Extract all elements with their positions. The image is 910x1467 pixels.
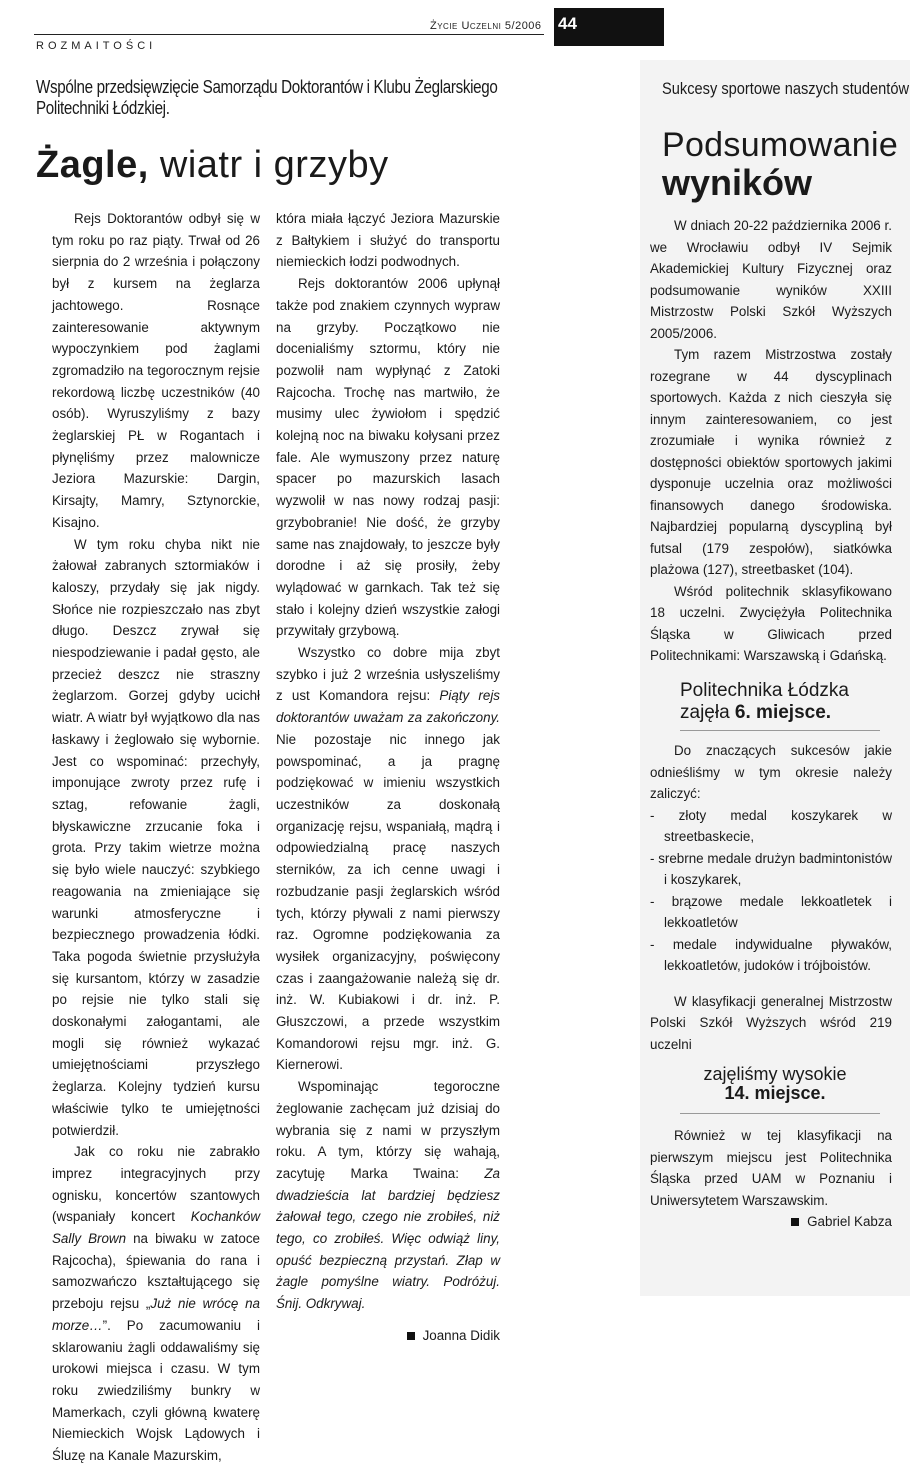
article-column-2	[276, 208, 500, 1347]
paragraph: Jak co roku nie zabrakło imprez integracyjnych przy ognisku, koncertów szantowych (wspaniały koncert Kochanków Sally Brown na biwaku w zatoce Rajcocha), śpiewania do rana i samozwańczo kształtującego się przeboju rejsu „Już nie wrócę na morze…”. Po zacumowaniu i sklarowaniu żagli oddawaliśmy się urokowi miejsca i czasu. W tym roku zwiedziliśmy bunkry w Mamerkach, czyli główną kwaterę Niemieckich Wojsk Lądowych i Śluzę na Kanale Mazurskim,	[52, 1144, 261, 1464]
paragraph: Wśród politechnik sklasyfikowano 18 uczelni. Zwyciężyła Politechnika Śląska w Gliwicach przed Politechnikami: Warszawską i Gdańską.	[650, 583, 892, 663]
page-number: 44	[558, 14, 577, 33]
sidebar-heading-general: zajęliśmy wysokie 14. miejsce.	[703, 1064, 847, 1103]
article-title	[36, 143, 389, 187]
sidebar-body-3	[650, 1125, 892, 1211]
sidebar-divider	[680, 730, 880, 731]
italic-band: Kochanków Sally Brown	[52, 1209, 260, 1247]
title-bold: Żagle,	[36, 144, 149, 186]
list-item: - medale indywidualne pływaków, lekkoatletów, judoków i trójboistów.	[650, 936, 892, 973]
paragraph: Rejs doktorantów 2006 upłynął także pod znakiem czynnych wypraw na grzyby. Początkowo nie docenialiśmy sztormu, który nie pozwolił nam wypłynąć z Zatoki Rajcocha. Trochę nas martwiło, że musimy ulec żywiołom i spędzić kolejną noc na biwaku kołysani przez fale. Ale wymuszony przez naturę spacer po mazurskich lasach wyzwolił w nas nowy rodzaj pasji: grzybobranie! Nie dość, że grzyby same nas znajdowały, to jeszcze były dorodne i aż się prosiły, żeby wylądować w garnkach. Tak też się stało i kolejny dzień wszystkie załogi przywitały grzybową.	[276, 276, 500, 639]
bullet-icon	[791, 1218, 799, 1226]
paragraph: Tym razem Mistrzostwa zostały rozegrane w 44 dyscyplinach sportowych. Każda z nich cieszyła się innym zainteresowaniem, co jest zrozumiałe i wynika również z dostępności obiektów sportowych jakimi dysponuje uczelnia oraz możliwości finansowych danego środowiska. Najbardziej popularną dyscypliną był futsal (179 zespołów), siatkówka plażowa (127), streetbasket (104).	[650, 347, 892, 577]
sidebar-kicker: Sukcesy sportowe naszych studentów	[662, 79, 910, 98]
list-item: - brązowe medale lekkoatletek i lekkoatletów	[650, 893, 892, 930]
paragraph: która miała łączyć Jeziora Mazurskie z Bałtykiem i służyć do transportu niemieckich łodzi podwodnych.	[276, 211, 500, 270]
sidebar-divider	[680, 1113, 880, 1114]
sidebar-title-line1: Podsumowanie	[662, 126, 899, 164]
medal-list	[650, 805, 892, 977]
sidebar-body-1	[650, 215, 892, 667]
article-signature: Joanna Didik	[276, 1325, 500, 1347]
paragraph: Również w tej klasyfikacji na pierwszym miejscu jest Politechnika Śląska przed UAM w Poznaniu i Uniwersytetem Warszawskim.	[650, 1128, 892, 1208]
sidebar-title-line2: wyników	[662, 162, 813, 203]
section-label: ROZMAITOŚCI	[36, 40, 157, 52]
list-item: - złoty medal koszykarek w streetbaskecie,	[650, 807, 892, 844]
paragraph: Wszystko co dobre mija zbyt szybko i już 2 września usłyszeliśmy z ust Komandora rejsu: Piąty rejs doktorantów uważam za zakończony. Nie pozostaje nic innego jak powspominać, a ja pragnę podziękować w imieniu wszystkich uczestników za doskonałą organizację rejsu, wspaniałą, mądrą i odpowiedzialną pracę naszych sterników, za ich cenne uwagi i rozbudzanie pasji żeglarskich wśród tych, którzy pływali z nami pierwszy raz. Ogromne podziękowania za wysiłek organizacyjny, poświęcony czas i zaangażowanie należą się dr. inż. W. Kubiakowi i dr. inż. P. Głuszczowi, a przede wszystkim Komandorowi rejsu mgr. inż. G. Kiernerowi.	[276, 645, 500, 1073]
paragraph: Do znaczących sukcesów jakie odnieśliśmy w tym okresie należy zaliczyć:	[650, 743, 892, 801]
italic-quote: Piąty rejs doktorantów uważam za zakończony.	[276, 688, 500, 726]
sidebar-heading-rank: Politechnika Łódzka zajęła 6. miejsce.	[680, 680, 849, 723]
paragraph: Rejs Doktorantów odbył się w tym roku po raz piąty. Trwał od 26 sierpnia do 2 września i połączony był z kursem na żeglarza jachtowego. Rosnące zainteresowanie aktywnym wypoczynkiem pod żaglami zgromadziło na tegorocznym rejsie rekordową liczbę uczestników (40 osób). Wyruszyliśmy z bazy żeglarskiej PŁ w Rogantach i płynęliśmy przez malownicze Jeziora Mazurskie: Dargin, Kirsajty, Mamry, Sztynorckie, Kisajno.	[52, 211, 260, 530]
header-rule	[34, 34, 544, 35]
sidebar-body-2	[650, 740, 892, 1055]
title-rest: wiatr i grzyby	[148, 144, 389, 186]
bullet-icon	[407, 1332, 415, 1340]
paragraph: W klasyfikacji generalnej Mistrzostw Polski Szkół Wyższych wśród 219 uczelni	[650, 993, 892, 1052]
paragraph: Wspominając tegoroczne żeglowanie zachęcam już dzisiaj do wybrania się z nami w przyszłym roku. A tym, którzy się wahają, zacytuję Marka Twaina: Za dwadzieścia lat bardziej będziesz żałował tego, czego nie zrobiłeś, niż tego, co zrobiłeś. Więc odwiąż liny, opuść bezpieczną przystań. Złap w żagle pomyślne wiatry. Podróżuj. Śnij. Odkrywaj.	[276, 1079, 500, 1312]
sidebar-signature: Gabriel Kabza	[650, 1214, 892, 1229]
italic-song: Już nie wrócę na morze…	[52, 1296, 261, 1333]
article-kicker: Wspólne przedsięwzięcie Samorządu Doktorantów i Klubu Żeglarskiego Politechniki Łódzkiej.	[36, 76, 498, 118]
italic-twain: Za dwadzieścia lat bardziej będziesz żałował tego, czego nie zrobiłeś, niż tego, co zrobiłeś. Więc odwiąż liny, opuść bezpieczną przystań. Złap w żagle pomyślne wiatry. Podróżuj. Śnij. Odkrywaj.	[276, 1165, 500, 1312]
list-item: - srebrne medale drużyn badmintonistów i koszykarek,	[650, 850, 892, 887]
article-column-1	[52, 208, 260, 1467]
page-number-box	[554, 8, 664, 46]
paragraph: W dniach 20-22 października 2006 r. we Wrocławiu odbył IV Sejmik Akademickiej Kultury Fizycznej oraz podsumowanie wyników XXIII Mistrzostw Polski Szkół Wyższych 2005/2006.	[650, 218, 892, 341]
issue-label: Życie Uczelni 5/2006	[430, 20, 542, 32]
paragraph: W tym roku chyba nikt nie żałował zabranych sztormiaków i kaloszy, przydały się jak nigdy. Słońce nie rozpieszczało nas zbyt długo. Deszcz zrywał się niespodziewanie i padał gęsto, ale przecież deszcz nie straszny żeglarzom. Gorzej gdyby ucichł wiatr. A wiatr był wyjątkowo dla nas łaskawy i żeglowało się wybornie. Jest co wspominać: przechyły, imponujące zwroty przez rufę i sztag, refowanie żagli, błyskawiczne zrzucanie foka i grota. Przy takim wietrze można się było wiele nauczyć: szybkiego reagowania na zmieniające się warunki atmosferyczne i bezpiecznego prowadzenia łódki. Taka pogoda świetnie przysłużyła się kursantom, którzy w zasadzie po rejsie nie tylko stali się doskonałymi załogantami, ale mogli się również wykazać umiejętnościami przyszłego żeglarza. Kolejny tydzień kursu właściwie tylko te umiejętności potwierdził.	[52, 536, 260, 1138]
